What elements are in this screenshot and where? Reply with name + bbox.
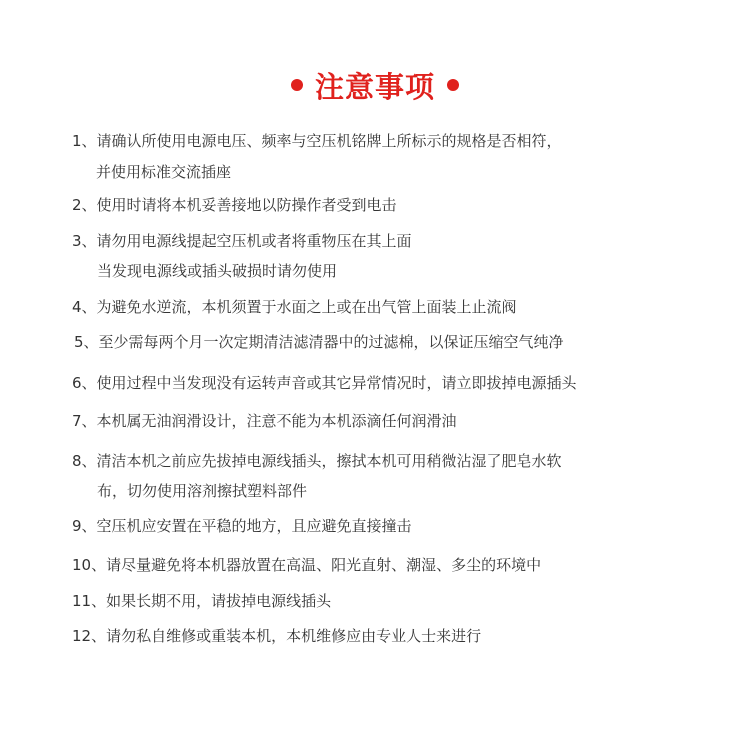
note-3-line-2: 当发现电源线或插头破损时请勿使用 xyxy=(97,262,338,280)
note-8-line-1: 8、清洁本机之前应先拔掉电源线插头，擦拭本机可用稍微沾湿了肥皂水软 xyxy=(72,452,562,470)
notice-heading xyxy=(0,60,750,110)
note-5-line-1: 5、至少需每两个月一次定期清洁滤清器中的过滤棉，以保证压缩空气纯净 xyxy=(74,333,564,351)
bullet-dot-left-icon xyxy=(291,79,303,91)
note-4-line-1: 4、为避免水逆流，本机须置于水面之上或在出气管上面装上止流阀 xyxy=(72,298,517,316)
note-6-line-1: 6、使用过程中当发现没有运转声音或其它异常情况时，请立即拔掉电源插头 xyxy=(72,374,577,392)
note-9-line-1: 9、空压机应安置在平稳的地方，且应避免直接撞击 xyxy=(72,517,412,535)
note-8-line-2: 布，切勿使用溶剂擦拭塑料部件 xyxy=(97,482,308,500)
note-12-line-1: 12、请勿私自维修或重装本机，本机维修应由专业人士来进行 xyxy=(72,627,482,645)
note-7-line-1: 7、本机属无油润滑设计，注意不能为本机添滴任何润滑油 xyxy=(72,412,457,430)
note-1-line-2: 并使用标准交流插座 xyxy=(96,163,232,181)
bullet-dot-right-icon xyxy=(447,79,459,91)
page-title: 注意事项 xyxy=(314,69,435,104)
note-3-line-1: 3、请勿用电源线提起空压机或者将重物压在其上面 xyxy=(72,232,412,250)
note-2-line-1: 2、使用时请将本机妥善接地以防操作者受到电击 xyxy=(72,196,397,214)
note-10-line-1: 10、请尽量避免将本机器放置在高温、阳光直射、潮湿、多尘的环境中 xyxy=(72,556,542,574)
note-11-line-1: 11、如果长期不用，请拔掉电源线插头 xyxy=(72,592,332,610)
note-1-line-1: 1、请确认所使用电源电压、频率与空压机铭牌上所标示的规格是否相符， xyxy=(72,132,562,150)
